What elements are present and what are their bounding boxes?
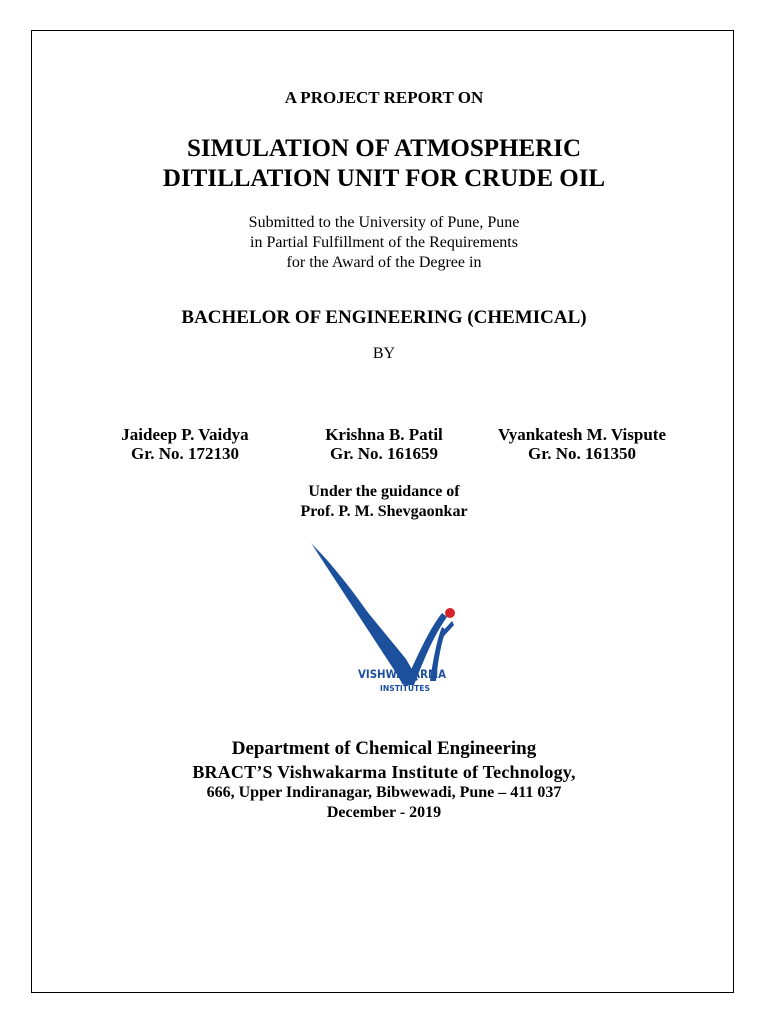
author-name: Vyankatesh M. Vispute	[498, 425, 666, 444]
author-name: Krishna B. Patil	[325, 425, 443, 444]
author-name: Jaideep P. Vaidya	[121, 425, 249, 444]
submission-line-2: in Partial Fulfillment of the Requirements	[250, 234, 518, 251]
report-heading: A PROJECT REPORT ON	[284, 88, 484, 107]
submission-line-3: for the Award of the Degree in	[286, 254, 482, 271]
vishwakarma-institutes-logo-icon	[300, 535, 470, 700]
logo-text-secondary: INSTITUTES	[380, 684, 431, 693]
author-gr-number: Gr. No. 161659	[330, 444, 438, 463]
by-label: BY	[372, 345, 396, 362]
report-title-line-2: DITILLATION UNIT FOR CRUDE OIL	[162, 165, 606, 192]
author-block	[472, 425, 692, 463]
author-gr-number: Gr. No. 172130	[131, 444, 239, 463]
institute-name: BRACT’S Vishwakarma Institute of Technology,	[192, 762, 576, 782]
report-date: December - 2019	[326, 804, 442, 821]
department-name: Department of Chemical Engineering	[231, 738, 537, 759]
guide-name: Prof. P. M. Shevgaonkar	[300, 503, 468, 520]
author-block	[75, 425, 295, 463]
logo-text-primary: VISHWAKARMA	[358, 667, 447, 681]
author-block	[274, 425, 494, 463]
institute-address: 666, Upper Indiranagar, Bibwewadi, Pune – 411 037	[206, 784, 562, 801]
author-gr-number: Gr. No. 161350	[528, 444, 636, 463]
guidance-label: Under the guidance of	[308, 483, 460, 500]
degree-name: BACHELOR OF ENGINEERING (CHEMICAL)	[181, 307, 587, 328]
report-title-line-1: SIMULATION OF ATMOSPHERIC	[186, 135, 582, 162]
submission-line-1: Submitted to the University of Pune, Pune	[248, 214, 520, 231]
